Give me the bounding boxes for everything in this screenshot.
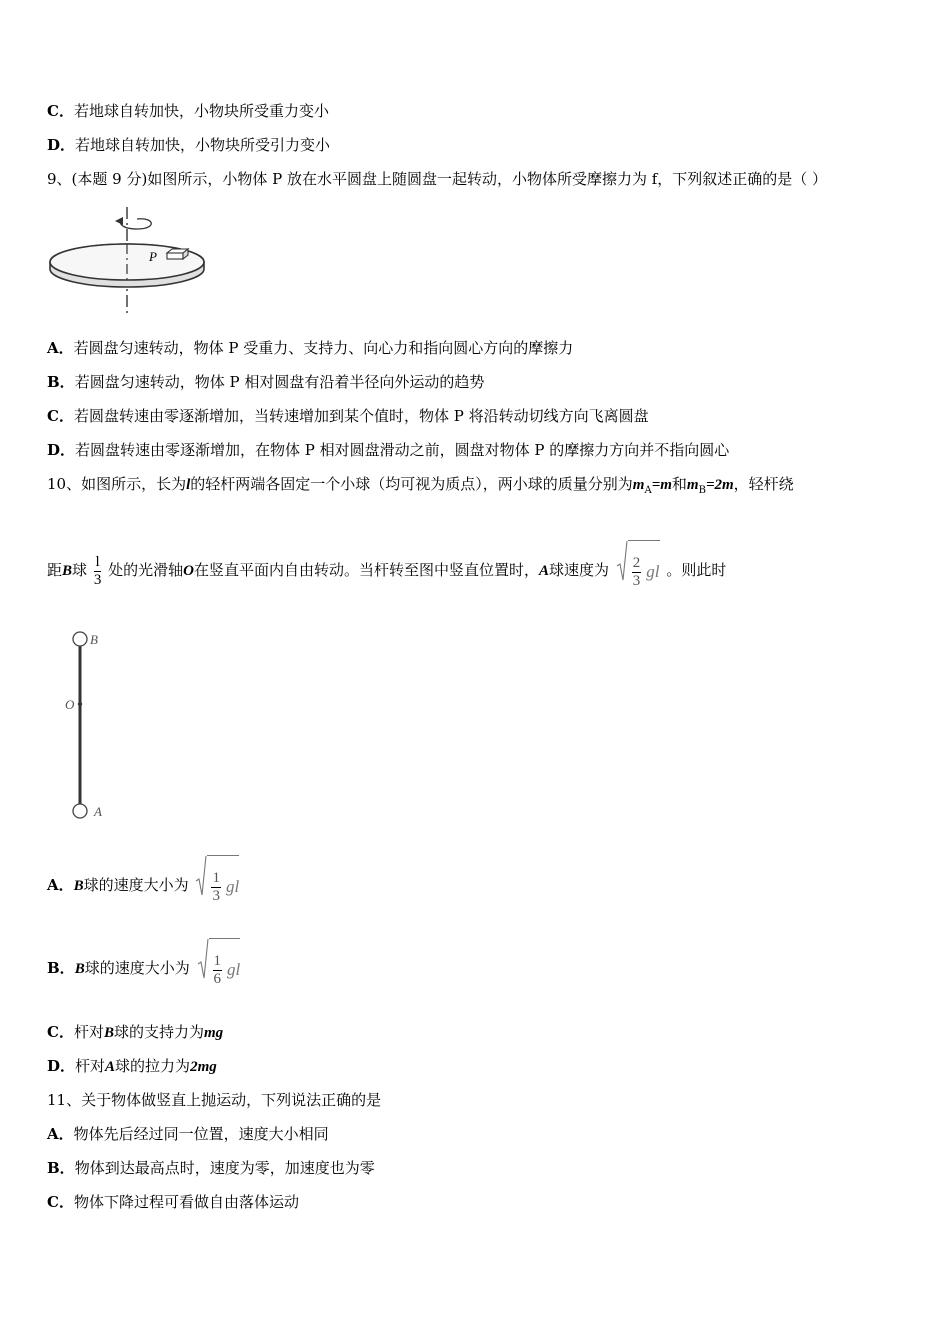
q10-rod-figure (62, 628, 122, 828)
q9-option-c: C．若圆盘转速由零逐渐增加，当转速增加到某个值时，物体 P 将沿转动切线方向飞离圆盘 (47, 407, 649, 425)
label-a: A (94, 804, 102, 819)
q8-option-d: D．若地球自转加快，小物块所受引力变小 (47, 136, 331, 154)
q9-option-b: B．若圆盘匀速转动，物体 P 相对圆盘有沿着半径向外运动的趋势 (47, 373, 485, 391)
q9-option-d: D．若圆盘转速由零逐渐增加，在物体 P 相对圆盘滑动之前，圆盘对物体 P 的摩擦力方向并不指向圆心 (47, 441, 730, 459)
sqrt-one-third-gl: $\frac{1}{3}$ gl (195, 855, 239, 917)
sqrt-two-thirds-gl: $\frac{2}{3}$ gl (616, 540, 660, 602)
fraction-l-over-3: $\frac{l}{3}$ (93, 553, 102, 588)
q9-disc-figure (45, 203, 215, 318)
q11-option-b: B．物体到达最高点时，速度为零，加速度也为零 (47, 1159, 375, 1177)
q9-option-a: A．若圆盘匀速转动，物体 P 受重力、支持力、向心力和指向圆心方向的摩擦力 (47, 339, 574, 357)
ball-a (73, 804, 87, 818)
sqrt-one-sixth-gl: $\frac{1}{6}$ gl (197, 938, 241, 1000)
q10-stem-line1: 10、如图所示，长为l的轻杆两端各固定一个小球（均可视为质点），两小球的质量分别为$m_A=m$和$m_B=2m$，轻杆绕 (47, 475, 794, 496)
pivot-o (78, 702, 82, 706)
q8-option-c: C．若地球自转加快，小物块所受重力变小 (47, 102, 329, 120)
q10-option-a: A．B球的速度大小为 $\frac{1}{3}$ gl (47, 855, 241, 915)
q11-option-a: A．物体先后经过同一位置，速度大小相同 (47, 1125, 329, 1143)
q11-option-c: C．物体下降过程可看做自由落体运动 (47, 1193, 299, 1211)
q10-option-d: D．杆对A球的拉力为2mg (47, 1057, 217, 1075)
label-o: O (65, 697, 75, 712)
q10-option-b: B．B球的速度大小为 $\frac{1}{6}$ gl (47, 938, 242, 998)
ball-b (73, 632, 87, 646)
q10-option-c: C．杆对B球的支持力为mg (47, 1023, 224, 1041)
q9-stem: 9、(本题 9 分)如图所示，小物体 P 放在水平圆盘上随圆盘一起转动，小物体所受摩擦力为 f，下列叙述正确的是（ ） (47, 170, 828, 188)
q11-stem: 11、关于物体做竖直上抛运动，下列说法正确的是 (47, 1091, 382, 1109)
q10-stem-line2: 距B球 $\frac{l}{3}$ 处的光滑轴O在竖直平面内自由转动。当杆转至图中竖直位置时，A球速度为 $\frac{2}{3}$ gl 。则此时 (47, 540, 726, 600)
label-b: B (90, 632, 98, 647)
block-p-label: P (149, 249, 157, 264)
